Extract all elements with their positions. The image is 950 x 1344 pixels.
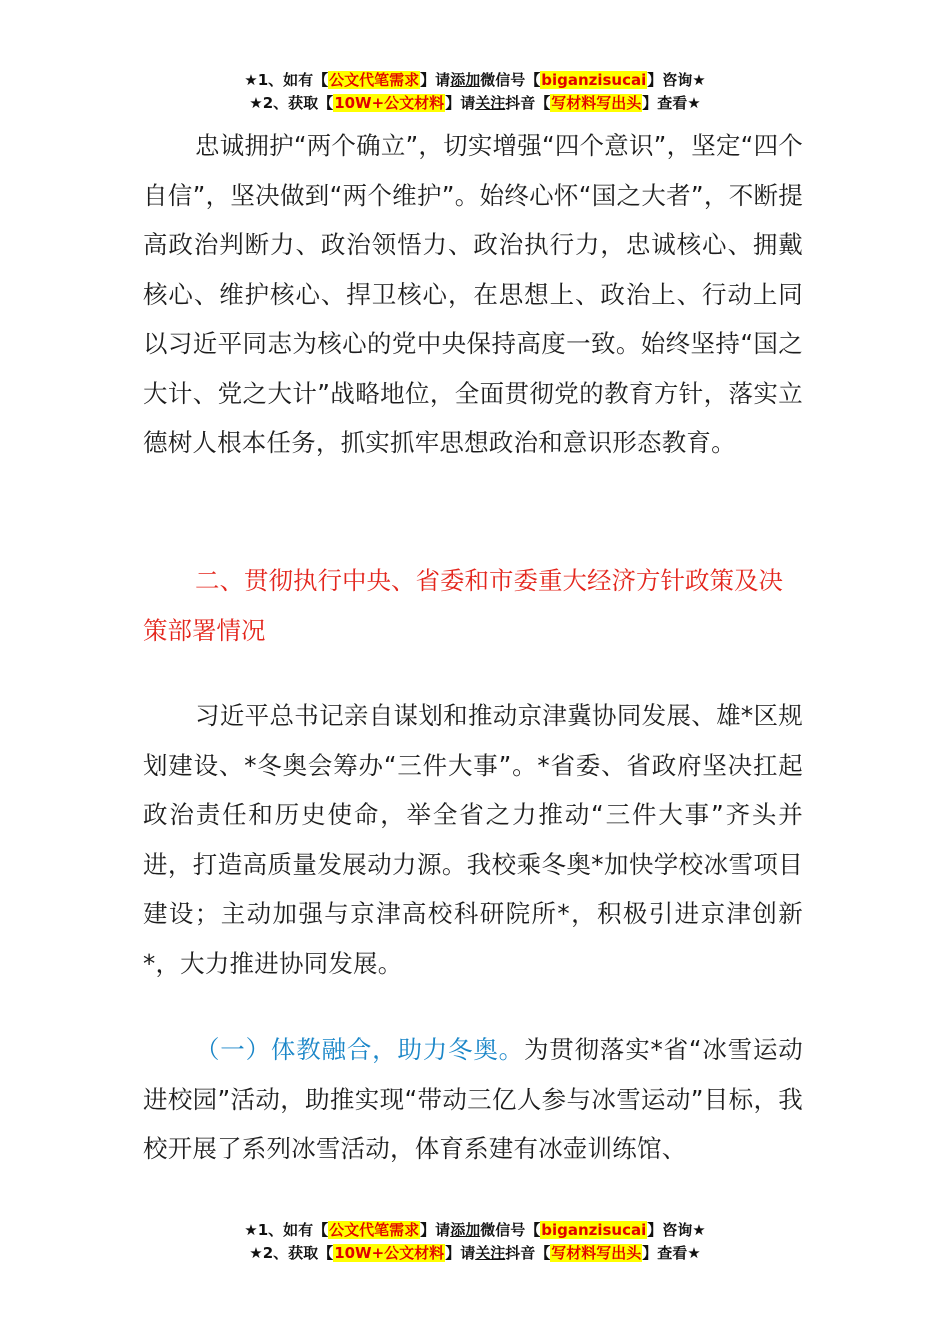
banner-text: 】请 <box>445 94 476 112</box>
subsection-heading: （一）体教融合，助力冬奥。 <box>195 1035 524 1064</box>
top-banner <box>0 69 950 115</box>
banner-text: ★2、获取【 <box>249 94 334 112</box>
banner-line-2 <box>0 92 950 115</box>
paragraph-text: 为贯彻落实*省“冰雪运动进校园”活动，助推实现“带动三亿人参与冰雪运动”目标，我校开展了系列冰雪活动，体育系建有冰壶训练馆、 <box>143 1035 803 1163</box>
banner-text: 】请 <box>420 71 451 89</box>
banner-text: 】查看★ <box>642 1244 701 1262</box>
banner-text: 抖音【 <box>505 94 551 112</box>
banner-text: 】咨询★ <box>647 1221 706 1239</box>
bottom-banner <box>0 1219 950 1265</box>
banner-highlight: biganzisucai <box>541 71 647 89</box>
banner-text: 抖音【 <box>505 1244 551 1262</box>
banner-highlight: 写材料写出头 <box>551 1244 642 1262</box>
banner-text: ★1、如有【 <box>244 71 329 89</box>
banner-highlight: 10W+公文材料 <box>334 1244 445 1262</box>
banner-text: 】查看★ <box>642 94 701 112</box>
banner-highlight: 公文代笔需求 <box>329 1221 420 1239</box>
section-heading-2: 二、贯彻执行中央、省委和市委重大经济方针政策及决策部署情况 <box>143 566 783 645</box>
banner-underline: 添加 <box>450 71 481 89</box>
banner-text: ★2、获取【 <box>249 1244 334 1262</box>
paragraph-loyalty: 忠诚拥护“两个确立”，切实增强“四个意识”，坚定“四个自信”，坚决做到“两个维护”。始终心怀“国之大者”，不断提高政治判断力、政治领悟力、政治执行力，忠诚核心、拥戴核心、维护核心、捍卫核心，在思想上、政治上、行动上同以习近平同志为核心的党中央保持高度一致。始终坚持“国之大计、党之大计”战略地位，全面贯彻党的教育方针，落实立德树人根本任务，抓实抓牢思想政治和意识形态教育。 <box>143 131 803 457</box>
banner-line-2 <box>0 1242 950 1265</box>
banner-highlight: 10W+公文材料 <box>334 94 445 112</box>
banner-text: 】咨询★ <box>647 71 706 89</box>
banner-highlight: 公文代笔需求 <box>329 71 420 89</box>
banner-line-1 <box>0 69 950 92</box>
banner-text: 微信号【 <box>480 1221 541 1239</box>
banner-underline: 添加 <box>450 1221 481 1239</box>
banner-underline: 关注 <box>475 1244 506 1262</box>
banner-text: 】请 <box>445 1244 476 1262</box>
banner-text: 微信号【 <box>480 71 541 89</box>
banner-text: ★1、如有【 <box>244 1221 329 1239</box>
paragraph-three-events: 习近平总书记亲自谋划和推动京津冀协同发展、雄*区规划建设、*冬奥会筹办“三件大事”。*省委、省政府坚决扛起政治责任和历史使命，举全省之力推动“三件大事”齐头并进，打造高质量发展动力源。我校乘冬奥*加快学校冰雪项目建设；主动加强与京津高校科研院所*，积极引进京津创新*，大力推进协同发展。 <box>143 701 803 978</box>
banner-text: 】请 <box>420 1221 451 1239</box>
banner-line-1 <box>0 1219 950 1242</box>
banner-highlight: 写材料写出头 <box>551 94 642 112</box>
banner-highlight: biganzisucai <box>541 1221 647 1239</box>
paragraph-winter-sports <box>143 1025 803 1174</box>
banner-underline: 关注 <box>475 94 506 112</box>
